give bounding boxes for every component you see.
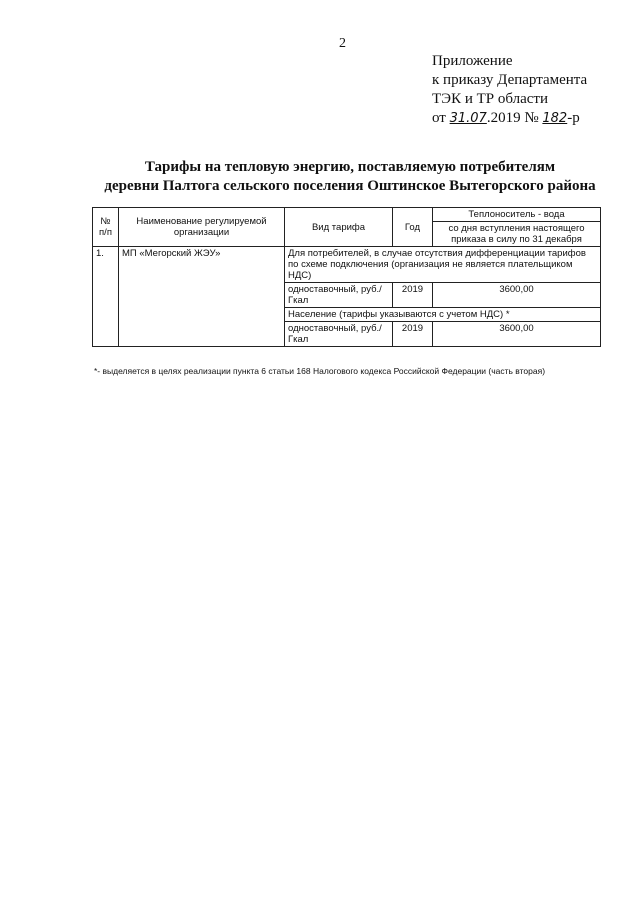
date-year: .2019	[486, 110, 521, 126]
cell-consumers-note: Для потребителей, в случае отсутствия дифференциации тарифов по схеме подключения (организация не является плательщиком НДС)	[285, 247, 601, 283]
date-prefix: от	[432, 110, 446, 126]
title-line-1: Тарифы на тепловую энергию, поставляемую потребителям	[144, 159, 556, 175]
cell-tariff1-type: одноставочный, руб./Гкал	[285, 283, 393, 308]
header-num: № п/п	[93, 208, 119, 247]
page-number: 2	[339, 36, 346, 51]
number-handwritten: 182	[542, 111, 568, 126]
date-handwritten: 31.07	[449, 111, 487, 126]
header-type: Вид тарифа	[285, 208, 393, 247]
cell-population-note: Население (тарифы указываются с учетом НДС) *	[285, 308, 601, 322]
cell-tariff2-year: 2019	[393, 322, 433, 347]
cell-tariff2-value: 3600,00	[433, 322, 601, 347]
appendix-line-2: к приказу Департамента	[432, 72, 588, 88]
header-year: Год	[393, 208, 433, 247]
table-row	[93, 247, 601, 283]
cell-num: 1.	[93, 247, 119, 347]
title-line-2: деревни Палтога сельского поселения Оштинское Вытегорского района	[104, 178, 596, 194]
footnote: *- выделяется в целях реализации пункта 6 статьи 168 Налогового кодекса Российской Федерации (часть вторая)	[94, 366, 546, 376]
appendix-line-3: ТЭК и ТР области	[432, 91, 548, 107]
cell-org: МП «Мегорский ЖЭУ»	[119, 247, 285, 347]
header-period: со дня вступления настоящего приказа в силу по 31 декабря	[433, 222, 601, 247]
appendix-block	[432, 52, 587, 128]
cell-tariff1-value: 3600,00	[433, 283, 601, 308]
header-carrier: Теплоноситель - вода	[433, 208, 601, 222]
header-org: Наименование регулируемой организации	[119, 208, 285, 247]
document-title	[60, 158, 640, 196]
appendix-line-1: Приложение	[432, 53, 513, 69]
cell-tariff2-type: одноставочный, руб./Гкал	[285, 322, 393, 347]
header-row	[93, 208, 601, 222]
tariff-table	[92, 207, 601, 347]
number-suffix: -р	[567, 110, 580, 126]
number-prefix: №	[524, 110, 539, 126]
cell-tariff1-year: 2019	[393, 283, 433, 308]
appendix-date-line	[432, 109, 587, 128]
